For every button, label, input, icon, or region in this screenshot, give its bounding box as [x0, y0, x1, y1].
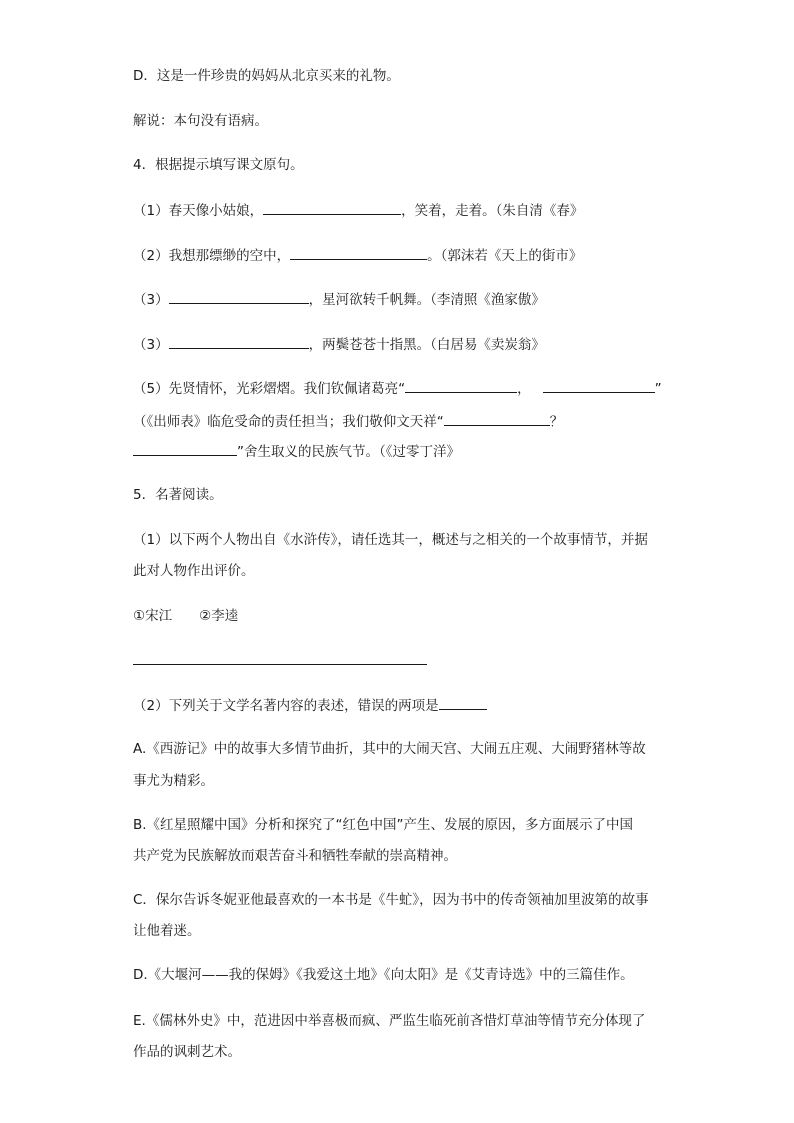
q5-sub2-text: （2）下列关于文学名著内容的表述，错误的两项是	[133, 698, 439, 714]
answer-blank[interactable]	[405, 379, 517, 393]
q4-item-2-suffix: 。（郭沫若《天上的街市》	[427, 248, 583, 264]
answer-blank[interactable]	[169, 290, 309, 304]
q3-explanation: 解说：本句没有语病。	[133, 113, 268, 129]
q4-item-1	[133, 201, 583, 220]
q5-option-c-line-1: C．保尔告诉冬妮亚他最喜欢的一本书是《牛虻》，因为书中的传奇领袖加里波第的故事	[133, 892, 649, 908]
choice-li-kui: ②李逵	[199, 608, 239, 624]
q3-option-d: D．这是一件珍贵的妈妈从北京买来的礼物。	[133, 68, 400, 84]
q5-option-a-line-2: 事尤为精彩。	[133, 773, 214, 789]
answer-blank[interactable]	[169, 335, 309, 349]
q5-title: 5．名著阅读。	[133, 487, 223, 503]
q4-item-5-prefix: （5）先贤情怀，光彩熠熠。我们钦佩诸葛亮“	[133, 381, 406, 397]
answer-blank[interactable]	[444, 412, 550, 426]
q4-item-3-prefix: （3）	[133, 292, 169, 308]
choice-song-jiang: ①宋江	[133, 608, 173, 624]
q5-option-d: D.《大堰河——我的保姆》《我爱这土地》《向太阳》是《艾青诗选》中的三篇佳作。	[133, 967, 634, 983]
q5-sub2	[133, 696, 487, 715]
q4-item-3-suffix: ，星河欲转千帆舞。（李清照《渔家傲》	[308, 292, 545, 308]
q4-item-5-close-quote: ”	[654, 381, 662, 397]
answer-line[interactable]	[133, 664, 427, 665]
q5-option-c-line-2: 让他着迷。	[133, 923, 201, 939]
q4-item-5-question-mark: ？	[549, 414, 564, 430]
q4-item-5-line-3	[133, 442, 460, 461]
answer-blank[interactable]	[290, 246, 427, 260]
q4-item-4-prefix: （3）	[133, 337, 169, 353]
q4-item-4	[133, 335, 545, 354]
answer-blank[interactable]	[133, 442, 237, 456]
q4-item-2-prefix: （2）我想那缥缈的空中，	[133, 248, 291, 264]
q5-option-e-line-2: 作品的讽刺艺术。	[133, 1044, 241, 1060]
q4-item-1-prefix: （1）春天像小姑娘，	[133, 203, 264, 219]
q4-item-2	[133, 246, 582, 265]
q4-item-5-line-1	[133, 379, 662, 398]
q4-item-5-line-3-text: ”舍生取义的民族气节。（《过零丁洋》	[237, 444, 460, 460]
answer-blank[interactable]	[543, 379, 655, 393]
q4-item-3	[133, 290, 545, 309]
q4-item-4-suffix: ，两鬓苍苍十指黑。（白居易《卖炭翁》	[308, 337, 545, 353]
q5-option-e-line-1: E.《儒林外史》中，范进因中举喜极而疯、严监生临死前吝惜灯草油等情节充分体现了	[133, 1013, 646, 1029]
answer-blank[interactable]	[263, 201, 401, 215]
q5-sub1-line-1: （1）以下两个人物出自《水浒传》，请任选其一，概述与之相关的一个故事情节，并据	[133, 532, 648, 548]
q4-item-5-comma: ，	[517, 381, 531, 397]
q5-option-b-line-2: 共产党为民族解放而艰苦奋斗和牺牲奉献的崇高精神。	[133, 848, 457, 864]
q5-choices	[133, 607, 238, 625]
q5-option-a-line-1: A.《西游记》中的故事大多情节曲折，其中的大闹天宫、大闹五庄观、大闹野猪林等故	[133, 741, 646, 757]
answer-blank[interactable]	[439, 696, 487, 710]
q5-sub1-line-2: 此对人物作出评价。	[133, 563, 255, 579]
q4-item-5-line-2	[133, 412, 563, 431]
q4-item-5-line-2-text: （《出师表》临危受命的责任担当；我们敬仰文天祥“	[133, 414, 444, 430]
q4-title: 4．根据提示填写课文原句。	[133, 157, 304, 173]
q4-item-1-suffix: ，笑着，走着。（朱自清《春》	[401, 203, 584, 219]
q5-option-b-line-1: B.《红星照耀中国》分析和探究了“红色中国”产生、发展的原因，多方面展示了中国	[133, 817, 634, 833]
